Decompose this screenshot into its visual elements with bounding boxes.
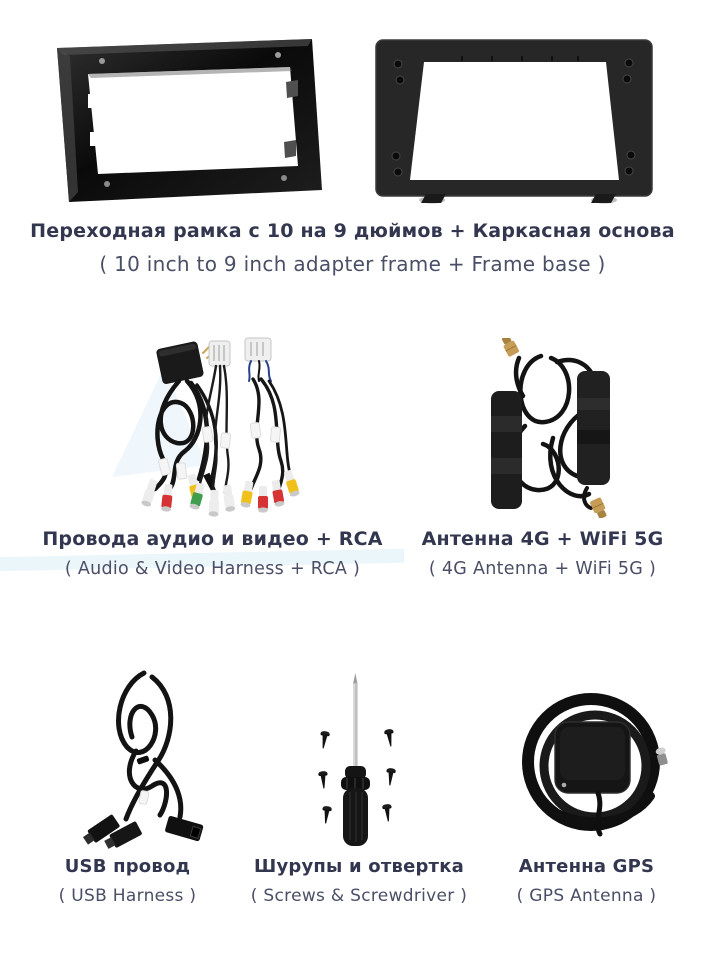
caption-usb (15, 858, 240, 905)
gps-title-ru: Антенна GPS (518, 856, 655, 877)
frame-base-image (370, 34, 658, 206)
caption-antenna (400, 530, 685, 579)
screws-screwdriver-image (300, 672, 415, 848)
caption-harness (15, 530, 410, 579)
gps-antenna-image (505, 682, 683, 847)
harness-title-ru: Провода аудио и видео + RCA (42, 528, 383, 550)
frames-title-en: ( 10 inch to 9 inch adapter frame + Frame base ) (99, 252, 606, 276)
usb-title-ru: USB провод (64, 856, 191, 877)
screws-title-en: ( Screws & Screwdriver ) (250, 886, 468, 906)
usb-title-en: ( USB Harness ) (58, 886, 197, 906)
caption-gps (483, 858, 690, 905)
gps-title-en: ( GPS Antenna ) (516, 886, 657, 906)
usb-harness-image (82, 665, 217, 850)
av-harness-image (133, 335, 318, 527)
antenna-title-ru: Антенна 4G + WiFi 5G (421, 528, 664, 550)
adapter-frame-image (42, 30, 327, 208)
caption-screws (243, 858, 475, 905)
antenna-title-en: ( 4G Antenna + WiFi 5G ) (428, 559, 657, 579)
caption-frames (0, 222, 705, 274)
antenna-4g-wifi-image (483, 338, 623, 518)
harness-title-en: ( Audio & Video Harness + RCA ) (64, 559, 361, 579)
screws-title-ru: Шурупы и отвертка (254, 856, 464, 877)
frames-title-ru: Переходная рамка с 10 на 9 дюймов + Каркасная основа (30, 220, 675, 242)
